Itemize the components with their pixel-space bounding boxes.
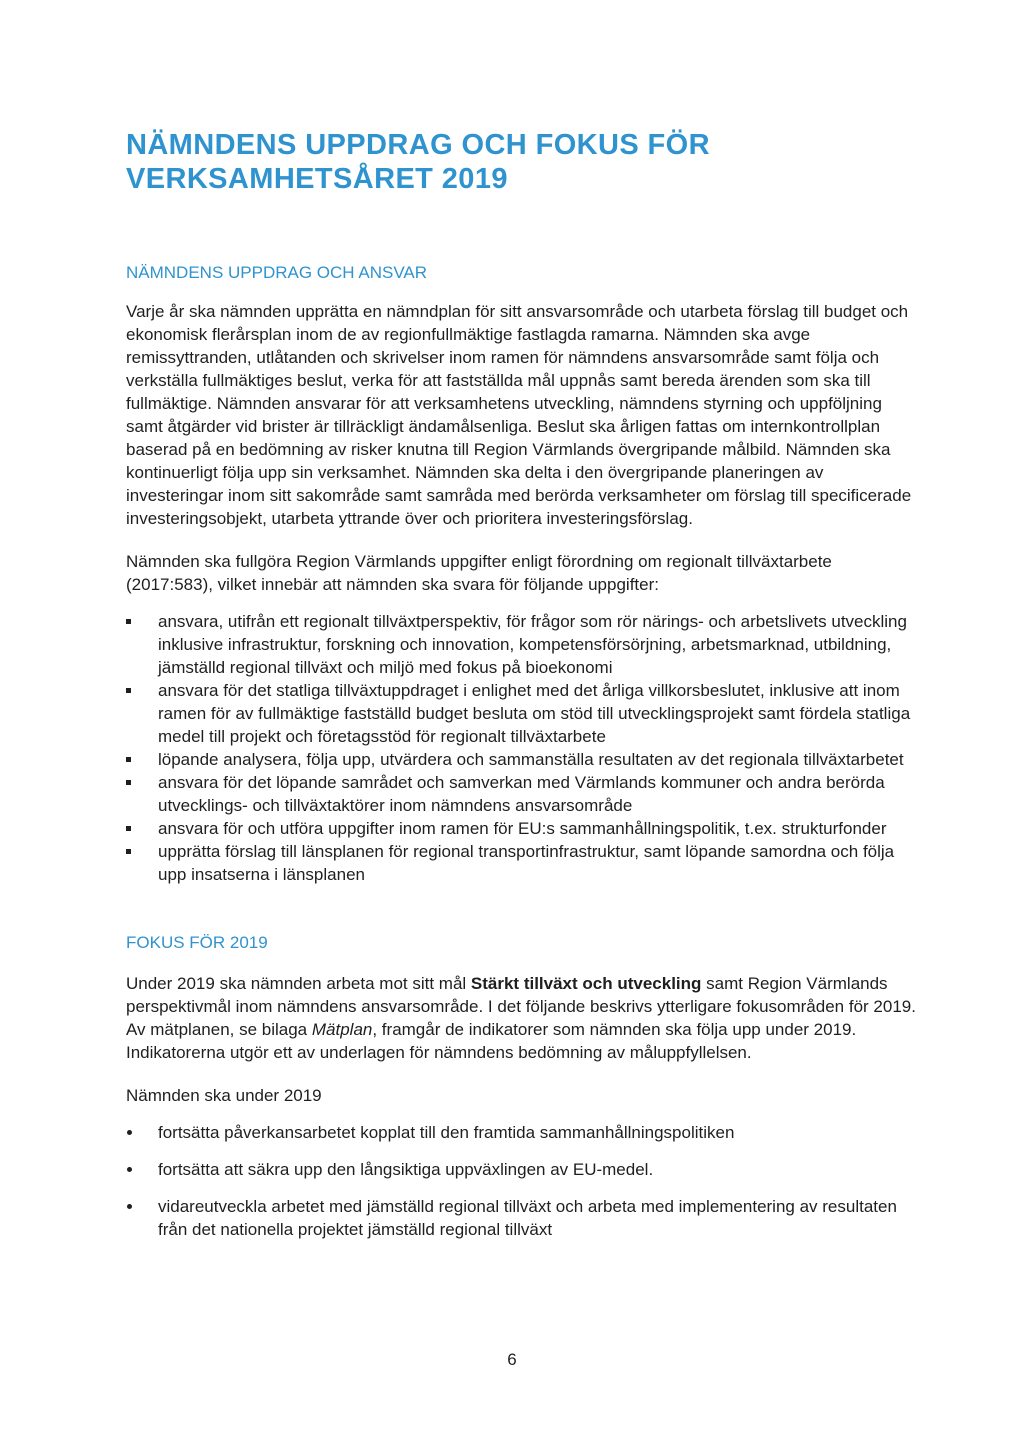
responsibility-paragraph: Varje år ska nämnden upprätta en nämndplan för sitt ansvarsområde och utarbeta förslag till budget och ekonomisk flerårsplan inom de av regionfullmäktige fastlagda ramarna. Nämnden ska avge remissyttranden, utlåtanden och skrivelser inom ramen för nämndens ansvarsområde samt följa och verkställa fullmäktiges beslut, verka för att fastställda mål uppnås samt bereda ärenden som ska till fullmäktige. Nämnden ansvarar för att verksamhetens utveckling, nämndens styrning och uppföljning samt åtgärder vid brister är tillräckligt ändamålsenliga. Beslut ska årligen fattas om internkontrollplan baserad på en bedömning av risker knutna till Region Värmlands övergripande målbild. Nämnden ska kontinuerligt följa upp sin verksamhet. Nämnden ska delta i den övergripande planeringen av investeringar inom sitt sakområde samt samråda med berörda verksamheter om förslag till specificerade investeringsobjekt, utarbeta yttrande över och prioritera investeringsförslag. [126,302,912,528]
page-number: 6 [507,1350,517,1369]
page-title: NÄMNDENS UPPDRAG OCH FOKUS FÖR VERKSAMHETSÅRET 2019 [126,129,710,195]
list-item: ansvara för och utföra uppgifter inom ramen för EU:s sammanhållningspolitik, t.ex. strukturfonder [126,817,916,840]
section-heading-focus: FOKUS FÖR 2019 [126,933,268,952]
list-item: fortsätta att säkra upp den långsiktiga uppväxlingen av EU-medel. [126,1158,916,1181]
task-list [126,610,916,886]
list-item: löpande analysera, följa upp, utvärdera och sammanställa resultaten av det regionala tillväxtarbetet [126,748,916,771]
list-item: upprätta förslag till länsplanen för regional transportinfrastruktur, samt löpande samordna och följa upp insatserna i länsplanen [126,840,916,886]
list-item: ansvara för det löpande samrådet och samverkan med Värmlands kommuner och andra berörda utvecklings- och tillväxtaktörer inom nämndens ansvarsområde [126,771,916,817]
appendix-name: Mätplan [311,1020,373,1039]
focus-list [126,1121,916,1241]
list-item: vidareutveckla arbetet med jämställd regional tillväxt och arbeta med implementering av resultaten från det nationella projektet jämställd regional tillväxt [126,1195,916,1241]
regulation-paragraph: Nämnden ska fullgöra Region Värmlands uppgifter enligt förordning om regionalt tillväxtarbete (2017:583), vilket innebär att nämnden ska svara för följande uppgifter: [126,552,832,594]
goal-name: Stärkt tillväxt och utveckling [470,974,702,993]
document-page [126,128,916,1255]
section-heading-responsibility: NÄMNDENS UPPDRAG OCH ANSVAR [126,263,428,282]
list-item: fortsätta påverkansarbetet kopplat till den framtida sammanhållningspolitiken [126,1121,916,1144]
list-item: ansvara för det statliga tillväxtuppdraget i enlighet med det årliga villkorsbeslutet, inklusive att inom ramen för av fullmäktige fastställd budget besluta om stöd till utvecklingsprojekt samt fördela statliga medel till projekt och företagsstöd för regionalt tillväxtarbete [126,679,916,748]
focus-text-part2: samt Region Värmlands perspektivmål inom nämndens ansvarsområde. I det följande beskrivs ytterligare fokusområden för 2019. Av mätplanen, se bilaga [126,974,916,1039]
focus-text-part1: Under 2019 ska nämnden arbeta mot sitt mål [126,974,471,993]
focus-text-part3: , framgår de indikatorer som nämnden ska följa upp under 2019. Indikatorerna utgör ett av underlagen för nämndens bedömning av måluppfyllelsen. [126,1020,857,1062]
focus-intro: Nämnden ska under 2019 [126,1086,322,1105]
list-item: ansvara, utifrån ett regionalt tillväxtperspektiv, för frågor som rör närings- och arbetslivets utveckling inklusive infrastruktur, forskning och innovation, kompetensförsörjning, arbetsmarknad, utbildning, jämställd regional tillväxt och miljö med fokus på bioekonomi [126,610,916,679]
focus-paragraph [126,972,916,1064]
